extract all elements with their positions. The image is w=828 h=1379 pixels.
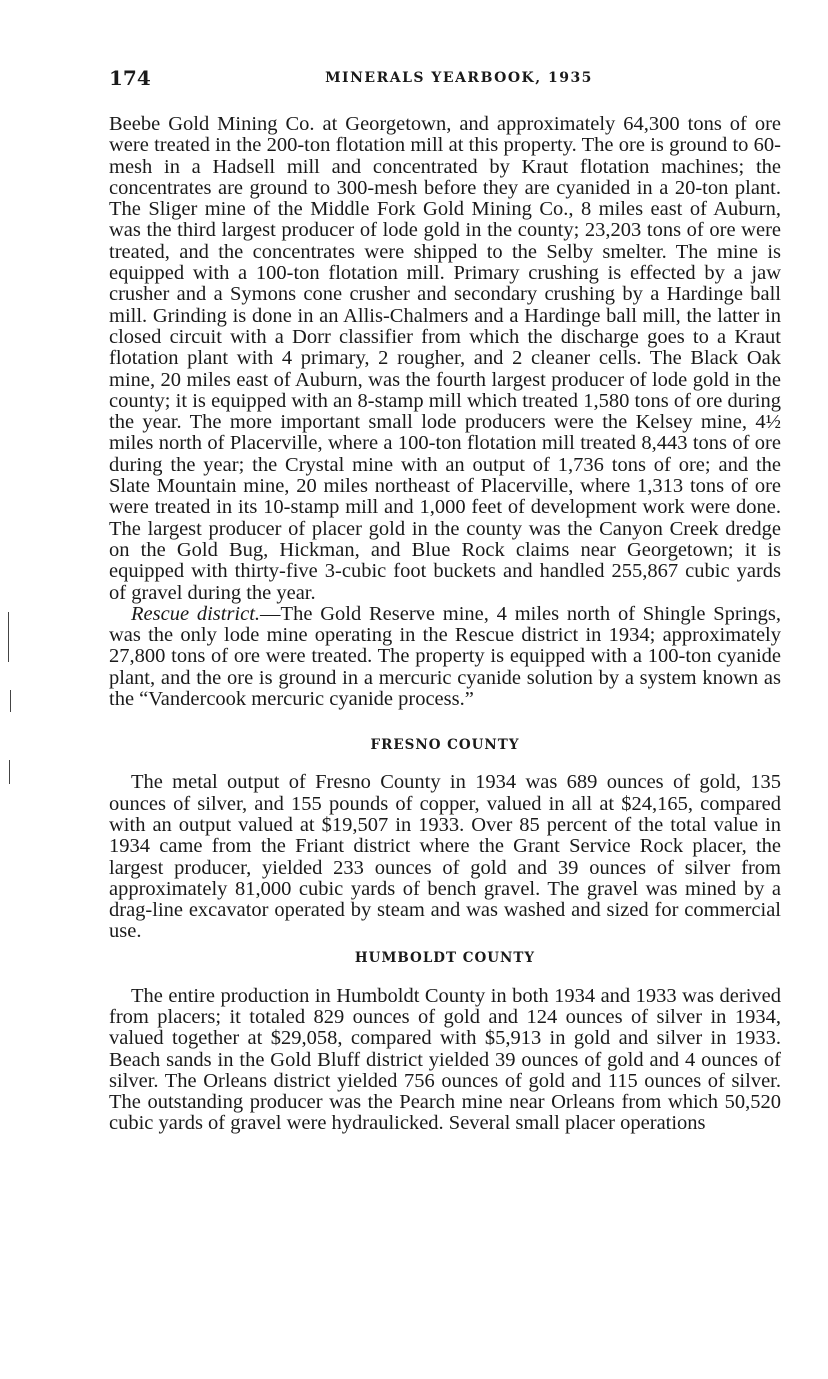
paragraph-text: The metal output of Fresno County in 1934 was 689 ounces of gold, 135 ounces of silver, and 155 pounds of copper, valued in all at $24,165, compared with an output valued at $19,507 in 1933. Over 85 percent of the total value in 1934 came from the Friant district where the Grant Service Rock placer, the largest producer, yielded 233 ounces of gold and 39 ounces of silver from approximately 81,000 cubic yards of bench gravel. The gravel was mined by a drag-line excavator operated by steam and was washed and sized for commercial use. — [109, 771, 781, 943]
section-heading-humboldt: HUMBOLDT COUNTY — [354, 949, 536, 966]
running-title: MINERALS YEARBOOK, 1935 — [325, 70, 593, 86]
paragraph-text: —The Gold Reserve mine, 4 miles north of Shingle Springs, was the only lode mine operating in the Rescue district in 1934; approximately 27,800 tons of ore were treated. The property is equipped with a 100-ton cyanide plant, and the ore is ground in a mercuric cyanide solution by a system known as the “Vandercook mercuric cyanide process.” — [109, 602, 781, 711]
paragraph-fresno — [109, 772, 781, 942]
page-number: 174 — [109, 66, 151, 90]
paragraph-lead: Rescue district. — [131, 602, 261, 625]
paragraph-rescue-district — [109, 604, 781, 710]
margin-scan-mark — [9, 760, 10, 784]
paragraph-humboldt — [109, 986, 781, 1135]
margin-scan-mark — [8, 612, 9, 662]
paragraph-text: Beebe Gold Mining Co. at Georgetown, and approximately 64,300 tons of ore were treated in the 200-ton flotation mill at this property. The ore is ground to 60-mesh in a Hadsell mill and concentrated by Kraut flotation machines; the concentrates are ground to 300-mesh before they are cyanided in a 20-ton plant. The Sliger mine of the Middle Fork Gold Mining Co., 8 miles east of Auburn, was the third largest producer of lode gold in the county; 23,203 tons of ore were treated, and the concentrates were shipped to the Selby smelter. The mine is equipped with a 100-ton flotation mill. Primary crushing is effected by a jaw crusher and a Symons cone crusher and secondary crushing by a Hardinge ball mill. Grinding is done in an Allis-Chalmers and a Hardinge ball mill, the latter in closed circuit with a Dorr classifier from which the discharge goes to a Kraut flotation plant with 4 primary, 2 rougher, and 2 cleaner cells. The Black Oak mine, 20 miles east of Auburn, was the fourth largest producer of lode gold in the county; it is equipped with an 8-stamp mill which treated 1,580 tons of ore during the year. The more important small lode producers were the Kelsey mine, 4½ miles north of Placerville, where a 100-ton flotation mill treated 8,443 tons of ore during the year; the Crystal mine with an output of 1,736 tons of ore; and the Slate Mountain mine, 20 miles northeast of Placerville, where 1,313 tons of ore were treated in its 10-stamp mill and 1,000 feet of development work were done. The largest producer of placer gold in the county was the Canyon Creek dredge on the Gold Bug, Hickman, and Blue Rock claims near Georgetown; it is equipped with thirty-five 3-cubic foot buckets and handled 255,867 cubic yards of gravel during the year. — [109, 113, 781, 604]
page-header — [109, 66, 781, 96]
paragraph-text: The entire production in Humboldt County in both 1934 and 1933 was derived from placers; it totaled 829 ounces of gold and 124 ounces of silver in 1934, valued together at $29,058, compared with $5,913 in gold and silver in 1933. Beach sands in the Gold Bluff district yielded 39 ounces of gold and 4 ounces of silver. The Orleans district yielded 756 ounces of gold and 115 ounces of silver. The outstanding producer was the Pearch mine near Orleans from which 50,520 cubic yards of gravel were hydraulicked. Several small placer operations — [109, 984, 781, 1135]
margin-scan-mark — [10, 690, 11, 712]
section-heading-fresno: FRESNO COUNTY — [370, 737, 520, 754]
page-body — [109, 114, 781, 1135]
paragraph-continued — [109, 114, 781, 604]
